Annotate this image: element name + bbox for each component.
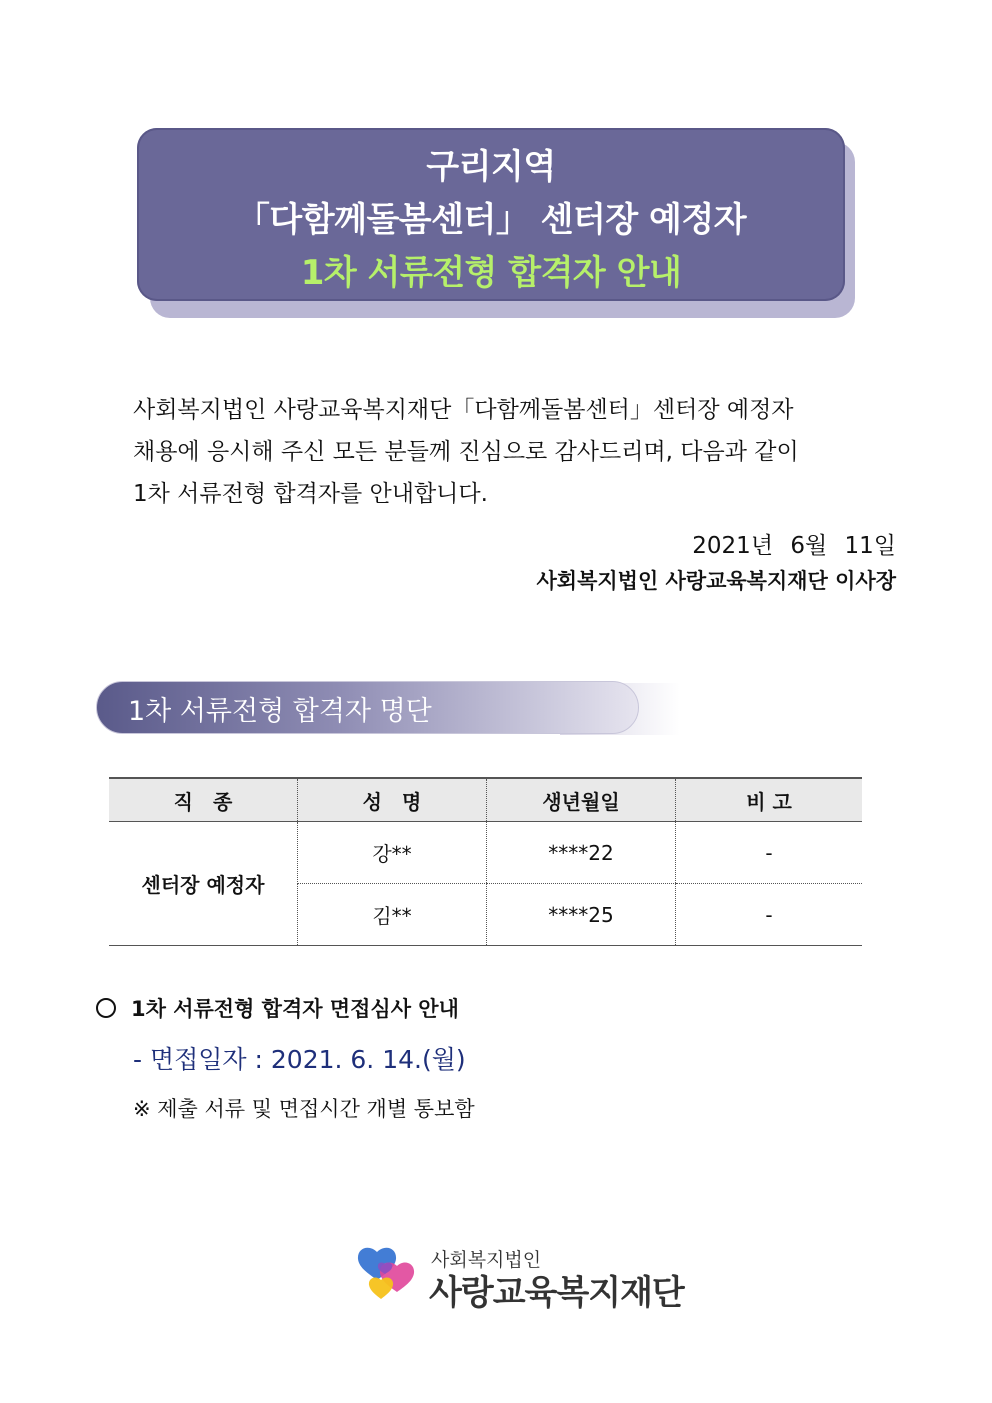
issue-date: 2021년 6월 11일 xyxy=(692,533,896,559)
cell-note: - xyxy=(676,822,863,884)
intro-paragraph xyxy=(133,389,913,515)
bullet-circle-icon xyxy=(96,998,116,1018)
cell-birthdate: ****25 xyxy=(487,884,676,946)
header-job-type: 직 종 xyxy=(109,778,298,822)
pass-list-table xyxy=(109,777,862,946)
intro-line-2: 채용에 응시해 주신 모든 분들께 진심으로 감사드리며, 다음과 같이 xyxy=(133,439,799,465)
logo-subtitle: 사회복지법인 xyxy=(431,1249,542,1271)
banner-region: 구리지역 xyxy=(426,147,556,187)
table-header-row xyxy=(109,778,862,822)
cell-name: 강** xyxy=(298,822,487,884)
logo-name: 사랑교육복지재단 xyxy=(429,1273,684,1313)
foundation-logo-icon xyxy=(355,1244,421,1306)
issuer-signature: 사회복지법인 사랑교육복지재단 이사장 xyxy=(536,569,896,593)
cell-birthdate: ****22 xyxy=(487,822,676,884)
cell-name: 김** xyxy=(298,884,487,946)
intro-line-1: 사회복지법인 사랑교육복지재단「다함께돌봄센터」센터장 예정자 xyxy=(133,397,794,423)
cell-note: - xyxy=(676,884,863,946)
header-name: 성 명 xyxy=(298,778,487,822)
intro-line-3: 1차 서류전형 합격자를 안내합니다. xyxy=(133,481,488,507)
banner-position: 「다함께돌봄센터」 센터장 예정자 xyxy=(235,200,747,240)
table-row xyxy=(109,822,862,884)
title-banner xyxy=(137,128,845,301)
header-note: 비 고 xyxy=(676,778,863,822)
cell-job-type: 센터장 예정자 xyxy=(109,822,298,946)
header-birthdate: 생년월일 xyxy=(487,778,676,822)
notice-title: 1차 서류전형 합격자 면접심사 안내 xyxy=(131,997,459,1021)
notice-note: ※ 제출 서류 및 면접시간 개별 통보함 xyxy=(133,1097,475,1121)
interview-date: - 면접일자 : 2021. 6. 14.(월) xyxy=(133,1045,466,1074)
section-title: 1차 서류전형 합격자 명단 xyxy=(128,696,432,727)
banner-subject: 1차 서류전형 합격자 안내 xyxy=(300,253,682,293)
